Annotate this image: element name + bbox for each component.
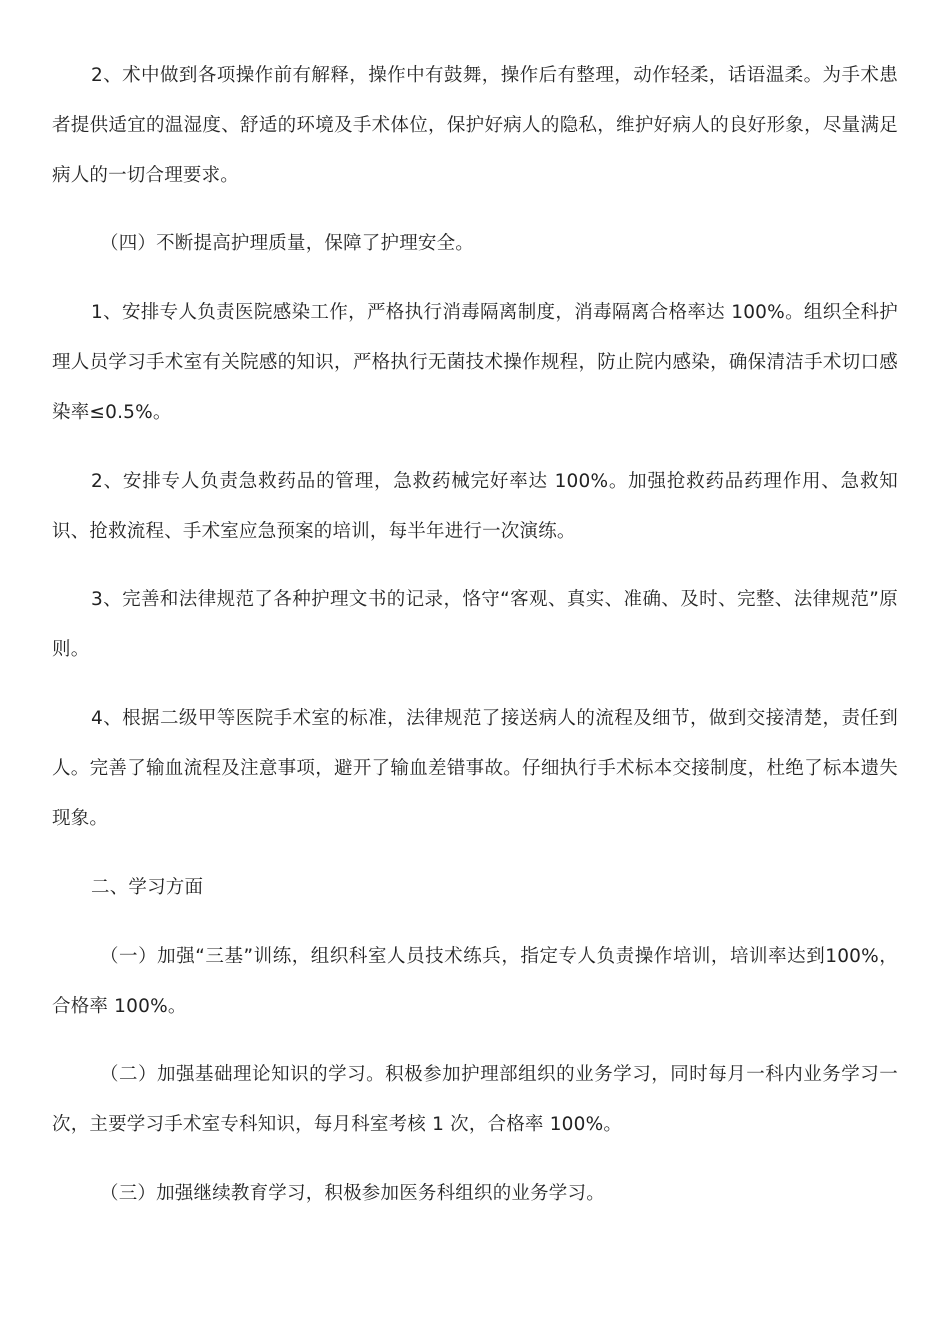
paragraph-infection-control: 1、安排专人负责医院感染工作，严格执行消毒隔离制度，消毒隔离合格率达 100%。组织全科护理人员学习手术室有关院感的知识，严格执行无菌技术操作规程，防止院内感染，确保清洁手术切口感染率≤0.5%。 xyxy=(52,302,898,423)
section-heading-learning: 二、学习方面 xyxy=(91,877,204,898)
paragraph-three-basics-training: （一）加强“三基”训练，组织科室人员技术练兵，指定专人负责操作培训，培训率达到100%，合格率 100%。 xyxy=(52,946,898,1017)
section-heading-quality: （四）不断提高护理质量，保障了护理安全。 xyxy=(100,233,475,254)
paragraph-continuing-education: （三）加强继续教育学习，积极参加医务科组织的业务学习。 xyxy=(100,1183,605,1204)
paragraph-patient-transfer: 4、根据二级甲等医院手术室的标准，法律规范了接送病人的流程及细节，做到交接清楚，责任到人。完善了输血流程及注意事项，避开了输血差错事故。仔细执行手术标本交接制度，杜绝了标本遗失现象。 xyxy=(52,708,898,829)
paragraph-emergency-drugs: 2、安排专人负责急救药品的管理，急救药械完好率达 100%。加强抢救药品药理作用、急救知识、抢救流程、手术室应急预案的培训，每半年进行一次演练。 xyxy=(52,471,898,542)
paragraph-intraoperative-care: 2、术中做到各项操作前有解释，操作中有鼓舞，操作后有整理，动作轻柔，话语温柔。为手术患者提供适宜的温湿度、舒适的环境及手术体位，保护好病人的隐私，维护好病人的良好形象，尽量满足病人的一切合理要求。 xyxy=(52,65,898,186)
paragraph-nursing-records: 3、完善和法律规范了各种护理文书的记录，恪守“客观、真实、准确、及时、完整、法律规范”原则。 xyxy=(52,589,898,660)
paragraph-theory-study: （二）加强基础理论知识的学习。积极参加护理部组织的业务学习，同时每月一科内业务学习一次，主要学习手术室专科知识，每月科室考核 1 次，合格率 100%。 xyxy=(52,1064,898,1135)
